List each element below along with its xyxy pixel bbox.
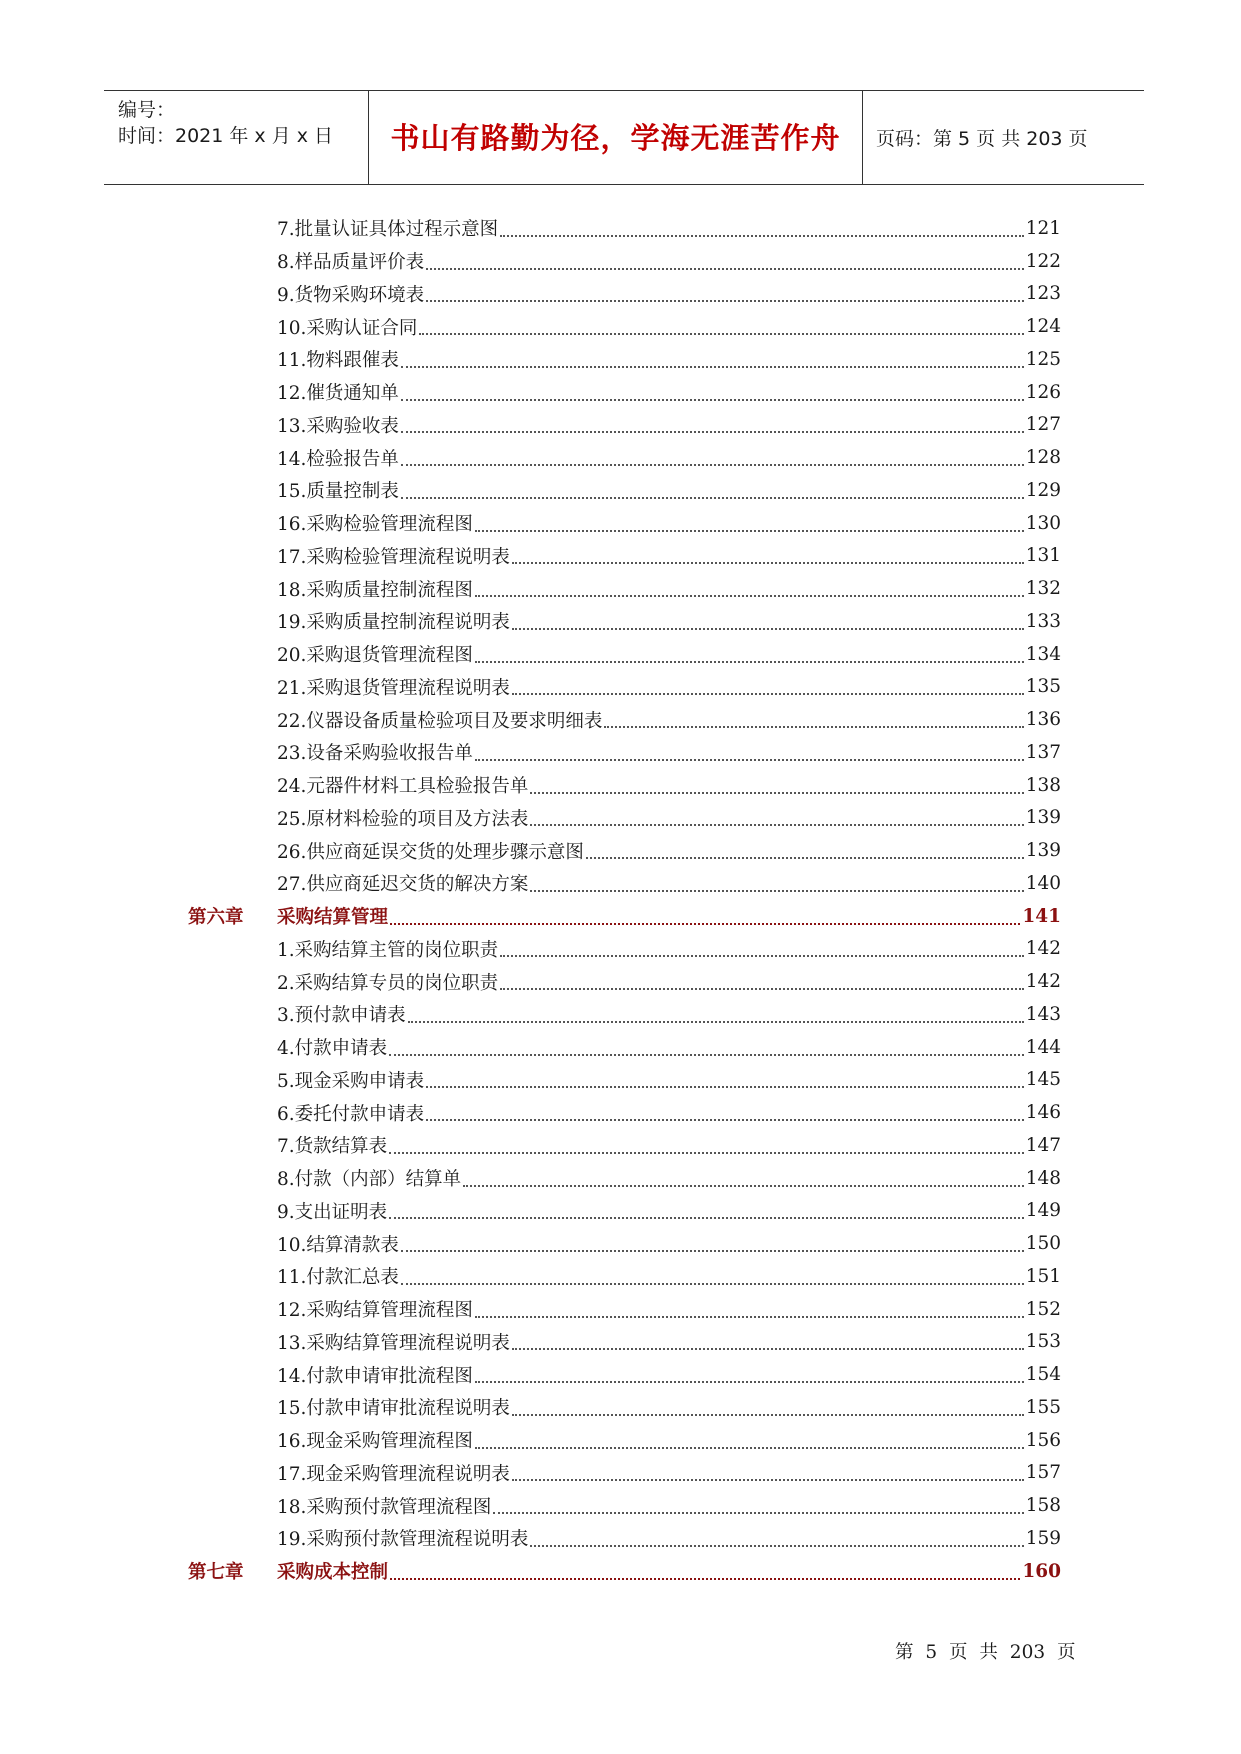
toc-page-number: 126 — [1025, 381, 1061, 403]
toc-entry-row[interactable] — [188, 638, 1061, 671]
toc-page-number: 158 — [1025, 1495, 1061, 1517]
toc-chapter-title: 采购结算管理 — [277, 907, 389, 929]
toc-entry-row[interactable] — [188, 867, 1061, 900]
toc-entry-row[interactable] — [188, 998, 1061, 1031]
toc-dot-leader — [401, 496, 1024, 499]
toc-entry-row[interactable] — [188, 474, 1061, 507]
toc-entry-label: 10.结算清款表 — [277, 1234, 399, 1256]
toc-chapter-number: 第六章 — [188, 907, 244, 929]
toc-page-number: 148 — [1025, 1167, 1061, 1189]
toc-dot-leader — [389, 1151, 1024, 1154]
toc-entry-label: 1.采购结算主管的岗位职责 — [277, 939, 499, 961]
toc-entry-row[interactable] — [188, 736, 1061, 769]
toc-entry-row[interactable] — [188, 507, 1061, 540]
toc-dot-leader — [604, 725, 1023, 728]
toc-dot-leader — [530, 791, 1023, 794]
header-page-cell — [862, 91, 1144, 184]
toc-entry-label: 16.现金采购管理流程图 — [277, 1431, 473, 1453]
toc-dot-leader — [426, 1085, 1024, 1088]
toc-entry-label: 13.采购验收表 — [277, 415, 399, 437]
toc-page-number: 139 — [1025, 807, 1061, 829]
toc-dot-leader — [530, 1544, 1023, 1547]
toc-entry-label: 11.付款汇总表 — [277, 1267, 399, 1289]
toc-dot-leader — [475, 1315, 1024, 1318]
toc-dot-leader — [512, 1413, 1024, 1416]
toc-entry-label: 19.采购预付款管理流程说明表 — [277, 1529, 529, 1551]
toc-page-number: 128 — [1025, 447, 1061, 469]
toc-entry-row[interactable] — [188, 1227, 1061, 1260]
toc-page-number: 150 — [1025, 1233, 1061, 1255]
toc-dot-leader — [586, 856, 1024, 859]
toc-dot-leader — [401, 430, 1024, 433]
toc-dot-leader — [426, 299, 1024, 302]
toc-page-number: 130 — [1025, 512, 1061, 534]
toc-entry-label: 17.采购检验管理流程说明表 — [277, 546, 510, 568]
toc-entry-label: 7.批量认证具体过程示意图 — [277, 219, 499, 241]
toc-dot-leader — [389, 1053, 1024, 1056]
toc-entry-label: 23.设备采购验收报告单 — [277, 743, 473, 765]
toc-entry-row[interactable] — [188, 965, 1061, 998]
toc-entry-label: 15.付款申请审批流程说明表 — [277, 1398, 510, 1420]
toc-dot-leader — [401, 1249, 1024, 1252]
toc-entry-row[interactable] — [188, 1489, 1061, 1522]
toc-entry-row[interactable] — [188, 1358, 1061, 1391]
toc-entry-row[interactable] — [188, 409, 1061, 442]
toc-entry-row[interactable] — [188, 1260, 1061, 1293]
toc-dot-leader — [512, 627, 1024, 630]
toc-entry-row[interactable] — [188, 1129, 1061, 1162]
toc-entry-label: 7.货款结算表 — [277, 1136, 388, 1158]
toc-dot-leader — [426, 267, 1024, 270]
toc-entry-label: 8.付款（内部）结算单 — [277, 1169, 462, 1191]
toc-page-number: 155 — [1025, 1396, 1061, 1418]
toc-entry-row[interactable] — [188, 245, 1061, 278]
toc-entry-row[interactable] — [188, 1096, 1061, 1129]
toc-dot-leader — [390, 1577, 1020, 1580]
toc-entry-row[interactable] — [188, 703, 1061, 736]
toc-page-number: 136 — [1025, 709, 1061, 731]
toc-page-number: 133 — [1025, 610, 1061, 632]
toc-entry-row[interactable] — [188, 1195, 1061, 1228]
toc-page-number: 146 — [1025, 1102, 1061, 1124]
toc-page-number: 127 — [1025, 414, 1061, 436]
toc-dot-leader — [512, 692, 1024, 695]
toc-entry-label: 25.原材料检验的项目及方法表 — [277, 808, 529, 830]
toc-page-number: 124 — [1025, 316, 1061, 338]
toc-entry-row[interactable] — [188, 605, 1061, 638]
table-of-contents — [188, 212, 1061, 1588]
toc-entry-row[interactable] — [188, 310, 1061, 343]
toc-entry-row[interactable] — [188, 933, 1061, 966]
toc-dot-leader — [463, 1184, 1024, 1187]
toc-page-number: 134 — [1025, 643, 1061, 665]
document-time-label: 时间：2021 年 x 月 x 日 — [118, 125, 334, 147]
toc-chapter-row[interactable] — [188, 1555, 1061, 1588]
toc-page-number: 156 — [1025, 1429, 1061, 1451]
toc-entry-label: 14.检验报告单 — [277, 448, 399, 470]
toc-entry-label: 17.现金采购管理流程说明表 — [277, 1463, 510, 1485]
toc-entry-label: 16.采购检验管理流程图 — [277, 514, 473, 536]
toc-entry-row[interactable] — [188, 834, 1061, 867]
toc-entry-label: 11.物料跟催表 — [277, 350, 399, 372]
toc-page-number: 122 — [1025, 250, 1061, 272]
toc-entry-row[interactable] — [188, 441, 1061, 474]
toc-page-number: 123 — [1025, 283, 1061, 305]
toc-entry-row[interactable] — [188, 278, 1061, 311]
toc-dot-leader — [390, 922, 1020, 925]
toc-entry-label — [188, 903, 388, 929]
toc-entry-label: 3.预付款申请表 — [277, 1005, 406, 1027]
toc-page-number: 142 — [1025, 971, 1061, 993]
toc-page-number: 131 — [1025, 545, 1061, 567]
toc-entry-label: 9.货物采购环境表 — [277, 284, 425, 306]
toc-page-number: 151 — [1025, 1265, 1061, 1287]
toc-entry-row[interactable] — [188, 1162, 1061, 1195]
toc-entry-row[interactable] — [188, 1522, 1061, 1555]
toc-entry-row[interactable] — [188, 1064, 1061, 1097]
toc-entry-label: 5.现金采购申请表 — [277, 1070, 425, 1092]
toc-dot-leader — [426, 1118, 1024, 1121]
toc-entry-label: 2.采购结算专员的岗位职责 — [277, 972, 499, 994]
toc-entry-label: 15.质量控制表 — [277, 481, 399, 503]
toc-entry-row[interactable] — [188, 343, 1061, 376]
toc-entry-row[interactable] — [188, 1326, 1061, 1359]
toc-page-number: 132 — [1025, 578, 1061, 600]
toc-entry-label: 18.采购质量控制流程图 — [277, 579, 473, 601]
toc-entry-label: 6.委托付款申请表 — [277, 1103, 425, 1125]
toc-chapter-number: 第七章 — [188, 1562, 244, 1584]
toc-dot-leader — [530, 823, 1023, 826]
toc-entry-label: 12.采购结算管理流程图 — [277, 1300, 473, 1322]
toc-dot-leader — [530, 889, 1023, 892]
toc-dot-leader — [419, 332, 1023, 335]
page-footer: 第 5 页 共 203 页 — [895, 1642, 1076, 1663]
toc-page-number: 135 — [1025, 676, 1061, 698]
toc-entry-label: 20.采购退货管理流程图 — [277, 645, 473, 667]
toc-dot-leader — [401, 1282, 1024, 1285]
toc-entry-row[interactable] — [188, 769, 1061, 802]
header-page-label: 页码：第 5 页 共 203 页 — [876, 128, 1088, 150]
toc-entry-row[interactable] — [188, 212, 1061, 245]
toc-dot-leader — [512, 561, 1024, 564]
toc-entry-label: 8.样品质量评价表 — [277, 252, 425, 274]
toc-entry-label: 22.仪器设备质量检验项目及要求明细表 — [277, 710, 603, 732]
toc-page-number: 139 — [1025, 840, 1061, 862]
toc-page-number: 125 — [1025, 348, 1061, 370]
toc-page-number: 121 — [1025, 217, 1061, 239]
toc-dot-leader — [475, 594, 1024, 597]
toc-page-number: 144 — [1025, 1036, 1061, 1058]
toc-page-number: 154 — [1025, 1364, 1061, 1386]
toc-entry-label: 19.采购质量控制流程说明表 — [277, 612, 510, 634]
toc-entry-row[interactable] — [188, 802, 1061, 835]
toc-dot-leader — [475, 1446, 1024, 1449]
toc-dot-leader — [475, 529, 1024, 532]
toc-dot-leader — [401, 463, 1024, 466]
toc-entry-label: 27.供应商延迟交货的解决方案 — [277, 874, 529, 896]
toc-entry-row[interactable] — [188, 1391, 1061, 1424]
toc-page-number: 142 — [1025, 938, 1061, 960]
toc-entry-label: 26.供应商延误交货的处理步骤示意图 — [277, 841, 584, 863]
toc-page-number: 141 — [1022, 905, 1061, 927]
toc-page-number: 147 — [1025, 1134, 1061, 1156]
toc-dot-leader — [500, 954, 1024, 957]
toc-entry-label: 9.支出证明表 — [277, 1201, 388, 1223]
toc-entry-row[interactable] — [188, 1293, 1061, 1326]
toc-entry-row[interactable] — [188, 376, 1061, 409]
toc-page-number: 137 — [1025, 741, 1061, 763]
toc-dot-leader — [475, 1380, 1024, 1383]
document-number-label: 编号： — [118, 99, 176, 121]
toc-entry-label: 13.采购结算管理流程说明表 — [277, 1332, 510, 1354]
toc-dot-leader — [401, 398, 1024, 401]
toc-dot-leader — [475, 660, 1024, 663]
toc-entry-label: 21.采购退货管理流程说明表 — [277, 677, 510, 699]
header-left-cell — [104, 91, 368, 184]
toc-entry-label: 10.采购认证合同 — [277, 317, 418, 339]
toc-entry-row[interactable] — [188, 1457, 1061, 1490]
toc-entry-row[interactable] — [188, 1424, 1061, 1457]
toc-page-number: 157 — [1025, 1462, 1061, 1484]
toc-entry-label: 18.采购预付款管理流程图 — [277, 1496, 492, 1518]
toc-dot-leader — [500, 987, 1024, 990]
toc-page-number: 160 — [1022, 1560, 1061, 1582]
toc-page-number: 153 — [1025, 1331, 1061, 1353]
toc-dot-leader — [500, 234, 1024, 237]
toc-dot-leader — [401, 365, 1024, 368]
toc-entry-row[interactable] — [188, 540, 1061, 573]
toc-entry-label — [188, 1558, 388, 1584]
toc-dot-leader — [493, 1511, 1023, 1514]
toc-page-number: 152 — [1025, 1298, 1061, 1320]
toc-dot-leader — [512, 1347, 1024, 1350]
toc-page-number: 149 — [1025, 1200, 1061, 1222]
toc-page-number: 138 — [1025, 774, 1061, 796]
toc-entry-label: 24.元器件材料工具检验报告单 — [277, 776, 529, 798]
header-motto: 书山有路勤为径，学海无涯苦作舟 — [390, 121, 841, 155]
toc-dot-leader — [512, 1478, 1024, 1481]
toc-entry-row[interactable] — [188, 1031, 1061, 1064]
toc-chapter-row[interactable] — [188, 900, 1061, 933]
toc-entry-label: 12.催货通知单 — [277, 383, 399, 405]
toc-entry-row[interactable] — [188, 671, 1061, 704]
toc-page-number: 159 — [1025, 1527, 1061, 1549]
toc-page-number: 145 — [1025, 1069, 1061, 1091]
toc-chapter-title: 采购成本控制 — [277, 1562, 389, 1584]
toc-entry-label: 4.付款申请表 — [277, 1038, 388, 1060]
toc-entry-row[interactable] — [188, 572, 1061, 605]
toc-page-number: 143 — [1025, 1003, 1061, 1025]
page-header — [104, 90, 1144, 185]
header-motto-cell — [368, 91, 863, 184]
toc-dot-leader — [408, 1020, 1024, 1023]
toc-page-number: 140 — [1025, 872, 1061, 894]
toc-page-number: 129 — [1025, 479, 1061, 501]
toc-dot-leader — [389, 1216, 1024, 1219]
toc-dot-leader — [475, 758, 1024, 761]
toc-entry-label: 14.付款申请审批流程图 — [277, 1365, 473, 1387]
